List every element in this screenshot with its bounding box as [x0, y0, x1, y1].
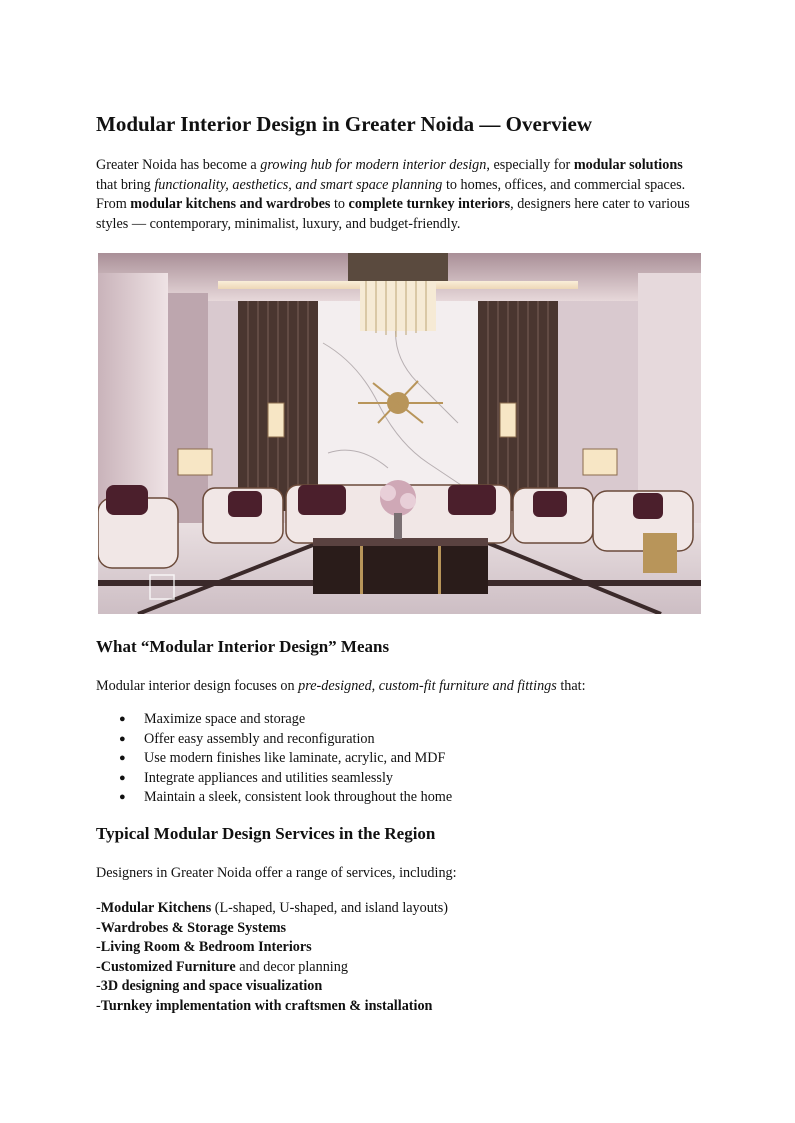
service-item: -Turnkey implementation with craftsmen & installation: [96, 997, 433, 1014]
services-list: [96, 899, 448, 1016]
bullet-icon: ●: [119, 732, 126, 745]
intro-emphasis: functionality, aesthetics, and smart space planning: [154, 176, 443, 193]
list-item: [96, 788, 452, 808]
intro-emphasis: growing hub for modern interior design: [260, 157, 487, 173]
section-heading-services: Typical Modular Design Services in the Region: [96, 824, 436, 843]
bullet-icon: ●: [119, 752, 126, 764]
list-item-text: Maximize space and storage: [144, 711, 306, 727]
service-item: -Modular Kitchens (L-shaped, U-shaped, and island layouts): [96, 900, 449, 916]
living-room-illustration: [98, 253, 701, 614]
intro-paragraph: [96, 156, 696, 234]
service-item: -Wardrobes & Storage Systems: [96, 919, 287, 936]
intro-text: Greater Noida has become a: [96, 157, 261, 173]
list-item: [96, 730, 452, 750]
list-item: [96, 710, 452, 730]
living-room-photo: [98, 253, 701, 614]
benefits-list: [96, 710, 452, 808]
intro-text: , designers here cater to various styles — contemporary, minimalist, luxury, and budget-friendly.: [96, 196, 690, 232]
intro-text: to homes, offices, and commercial spaces. From: [96, 176, 686, 212]
list-item-text: Use modern finishes like laminate, acrylic, and MDF: [144, 750, 446, 766]
bullet-icon: ●: [119, 771, 126, 784]
list-item: [96, 769, 452, 789]
service-item: -Living Room & Bedroom Interiors: [96, 939, 312, 955]
intro-text: , especially for: [486, 157, 574, 173]
intro-strong: complete turnkey interiors: [348, 196, 511, 212]
meaning-paragraph: [96, 677, 586, 697]
bullet-icon: ●: [119, 713, 126, 725]
section-heading-meaning: What “Modular Interior Design” Means: [96, 637, 390, 656]
service-item: -3D designing and space visualization: [96, 978, 323, 994]
page-title: Modular Interior Design in Greater Noida — Overview: [96, 112, 592, 136]
meaning-text: that:: [556, 678, 586, 694]
intro-strong: modular solutions: [573, 157, 683, 173]
list-item-text: Maintain a sleek, consistent look throughout the home: [144, 789, 453, 805]
service-item: -Customized Furniture and decor planning: [96, 958, 348, 975]
list-item: [96, 749, 452, 769]
services-intro: Designers in Greater Noida offer a range of services, including:: [96, 865, 457, 881]
list-item-text: Integrate appliances and utilities seamlessly: [144, 769, 393, 786]
intro-text: to: [330, 196, 349, 212]
intro-text: that bring: [96, 176, 155, 193]
meaning-text: Modular interior design focuses on: [96, 678, 299, 694]
intro-strong: modular kitchens and wardrobes: [130, 196, 331, 212]
list-item-text: Offer easy assembly and reconfiguration: [144, 730, 375, 747]
meaning-emphasis: pre-designed, custom-fit furniture and fittings: [298, 678, 557, 694]
bullet-icon: ●: [119, 791, 126, 803]
